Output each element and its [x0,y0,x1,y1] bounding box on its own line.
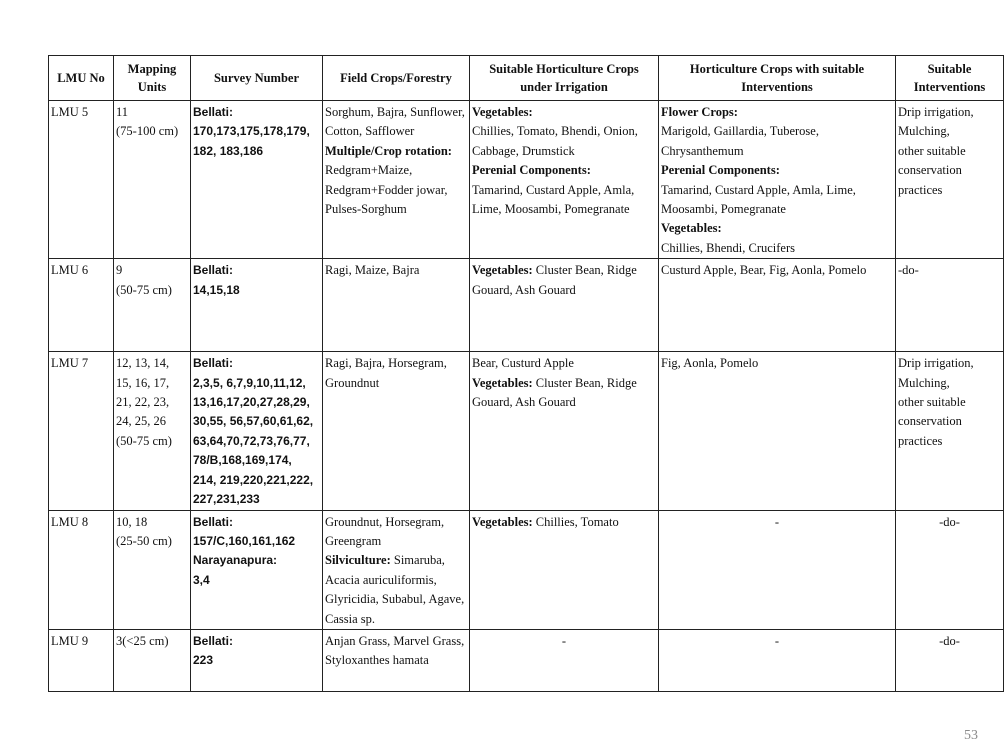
mapping-units-cell: 3(<25 cm) [114,629,191,691]
hort-interventions-cell: - [659,629,896,691]
page-number: 53 [964,728,978,743]
mapping-units-cell: 11 (75-100 cm) [114,101,191,259]
table-row [49,510,1004,629]
hort-irrigation-cell: - [470,629,659,691]
field-crops-cell: Groundnut, Horsegram, Greengram Silviculture: Simaruba, Acacia auriculiformis, Glyricidia, Subabul, Agave, Cassia sp. [323,510,470,629]
survey-number-cell: Bellati: 157/C,160,161,162 Narayanapura: 3,4 [191,510,323,629]
header-lmu-no: LMU No [49,56,114,101]
survey-number-cell: Bellati: 170,173,175,178,179, 182, 183,186 [191,101,323,259]
hort-irrigation-cell: Vegetables: Cluster Bean, Ridge Gouard, Ash Gouard [470,259,659,352]
header-hort-interventions: Horticulture Crops with suitable Interventions [659,56,896,101]
header-suitable-interventions: Suitable Interventions [896,56,1004,101]
header-field-crops: Field Crops/Forestry [323,56,470,101]
hort-irrigation-cell: Vegetables: Chillies, Tomato [470,510,659,629]
interventions-cell: -do- [896,629,1004,691]
header-hort-irrigation: Suitable Horticulture Crops under Irrigation [470,56,659,101]
hort-interventions-cell: Flower Crops: Marigold, Gaillardia, Tuberose, Chrysanthemum Perenial Components: Tamarind, Custard Apple, Amla, Lime, Moosambi, Pomegranate Vegetables: Chillies, Bhendi, Crucifers [659,101,896,259]
table-row [49,352,1004,510]
lmu-cell: LMU 5 [49,101,114,259]
interventions-cell: -do- [896,259,1004,352]
hort-irrigation-cell: Vegetables: Chillies, Tomato, Bhendi, Onion, Cabbage, Drumstick Perenial Components: Tamarind, Custard Apple, Amla, Lime, Moosambi, Pomegranate [470,101,659,259]
mapping-units-cell: 12, 13, 14, 15, 16, 17, 21, 22, 23, 24, 25, 26 (50-75 cm) [114,352,191,510]
field-crops-cell: Ragi, Bajra, Horsegram, Groundnut [323,352,470,510]
lmu-cell: LMU 8 [49,510,114,629]
lmu-cell: LMU 9 [49,629,114,691]
table-row [49,101,1004,259]
header-mapping-units: Mapping Units [114,56,191,101]
interventions-cell: Drip irrigation, Mulching, other suitable conservation practices [896,352,1004,510]
header-survey-number: Survey Number [191,56,323,101]
lmu-cell: LMU 7 [49,352,114,510]
mapping-units-cell: 9 (50-75 cm) [114,259,191,352]
table-header-row [49,56,1004,101]
hort-interventions-cell: Custurd Apple, Bear, Fig, Aonla, Pomelo [659,259,896,352]
field-crops-cell: Ragi, Maize, Bajra [323,259,470,352]
table-row [49,629,1004,691]
hort-interventions-cell: - [659,510,896,629]
survey-number-cell: Bellati: 14,15,18 [191,259,323,352]
table-row [49,259,1004,352]
interventions-cell: -do- [896,510,1004,629]
survey-number-cell: Bellati: 223 [191,629,323,691]
hort-interventions-cell: Fig, Aonla, Pomelo [659,352,896,510]
field-crops-cell: Sorghum, Bajra, Sunflower, Cotton, Safflower Multiple/Crop rotation: Redgram+Maize, Redgram+Fodder jowar, Pulses-Sorghum [323,101,470,259]
survey-number-cell: Bellati: 2,3,5, 6,7,9,10,11,12, 13,16,17,20,27,28,29, 30,55, 56,57,60,61,62, 63,64,70,72,73,76,77, 78/B,168,169,174, 214, 219,220,221,222, 227,231,233 [191,352,323,510]
mapping-units-cell: 10, 18 (25-50 cm) [114,510,191,629]
lmu-table [48,55,1004,692]
hort-irrigation-cell: Bear, Custurd Apple Vegetables: Cluster Bean, Ridge Gouard, Ash Gouard [470,352,659,510]
lmu-cell: LMU 6 [49,259,114,352]
interventions-cell: Drip irrigation, Mulching, other suitable conservation practices [896,101,1004,259]
field-crops-cell: Anjan Grass, Marvel Grass, Styloxanthes hamata [323,629,470,691]
